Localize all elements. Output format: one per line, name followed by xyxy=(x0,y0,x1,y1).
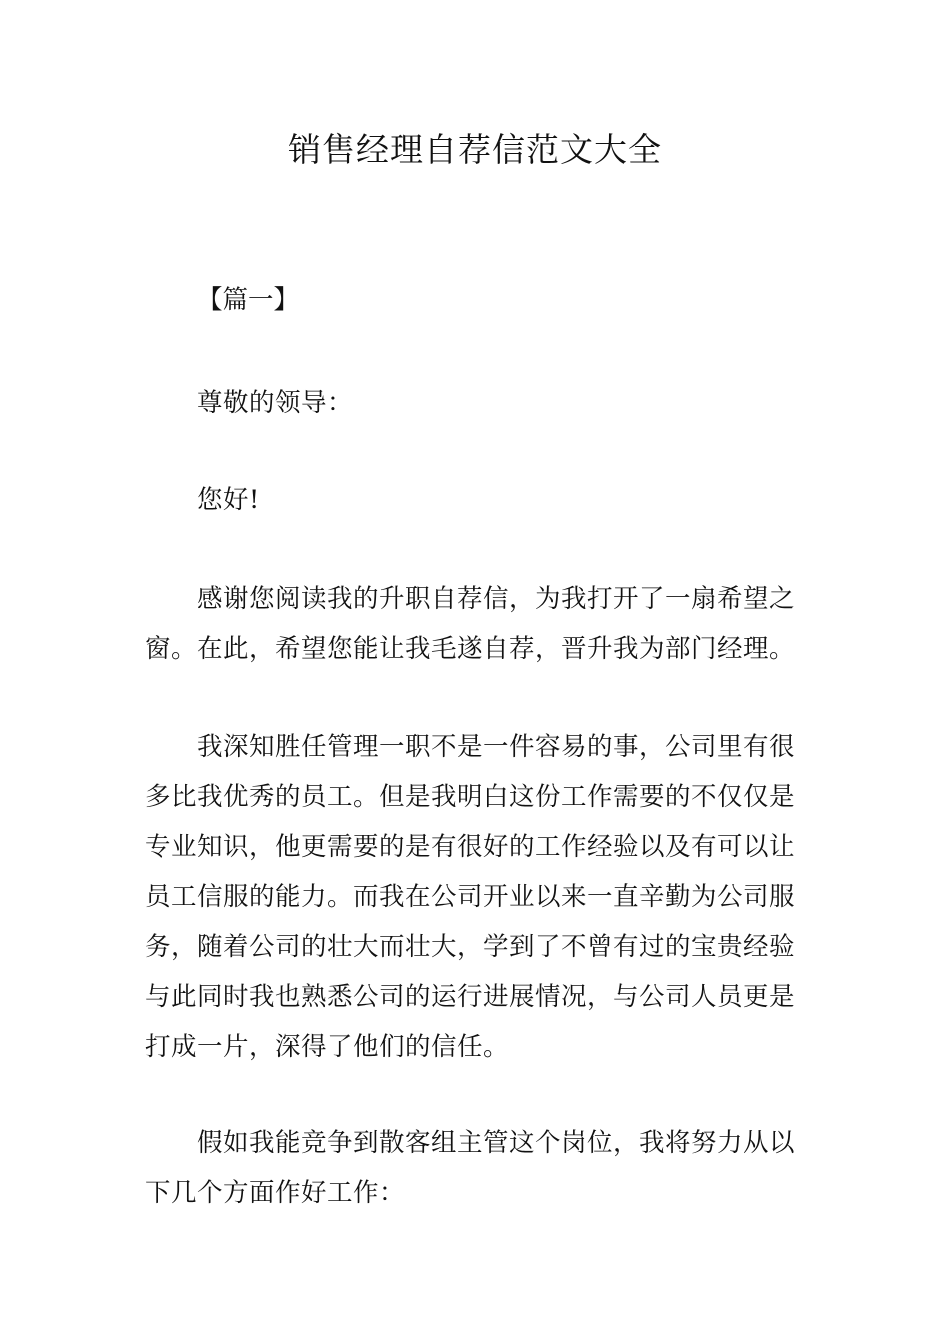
paragraph-line: 员工信服的能力。而我在公司开业以来一直辛勤为公司服 xyxy=(145,882,796,912)
paragraph-line: 专业知识，他更需要的是有很好的工作经验以及有可以让 xyxy=(145,832,796,862)
paragraph-line: 下几个方面作好工作： xyxy=(145,1178,406,1208)
greeting: 您好! xyxy=(197,485,260,515)
salutation: 尊敬的领导： xyxy=(197,388,354,418)
paragraph-line: 假如我能竞争到散客组主管这个岗位，我将努力从以 xyxy=(197,1128,796,1158)
paragraph-1 xyxy=(145,574,811,674)
paragraph-2 xyxy=(145,722,811,1072)
paragraph-line: 我深知胜任管理一职不是一件容易的事，公司里有很 xyxy=(197,732,796,762)
paragraph-line: 感谢您阅读我的升职自荐信，为我打开了一扇希望之 xyxy=(197,584,796,614)
paragraph-line: 与此同时我也熟悉公司的运行进展情况，与公司人员更是 xyxy=(145,982,796,1012)
document-title: 销售经理自荐信范文大全 xyxy=(288,130,662,169)
section-label: 【篇一】 xyxy=(197,285,300,315)
paragraph-3 xyxy=(145,1118,811,1218)
paragraph-line: 多比我优秀的员工。但是我明白这份工作需要的不仅仅是 xyxy=(145,782,796,812)
paragraph-line: 务，随着公司的壮大而壮大，学到了不曾有过的宝贵经验 xyxy=(145,932,796,962)
paragraph-line: 打成一片，深得了他们的信任。 xyxy=(145,1032,510,1062)
paragraph-line: 窗。在此，希望您能让我毛遂自荐，晋升我为部门经理。 xyxy=(145,634,796,664)
